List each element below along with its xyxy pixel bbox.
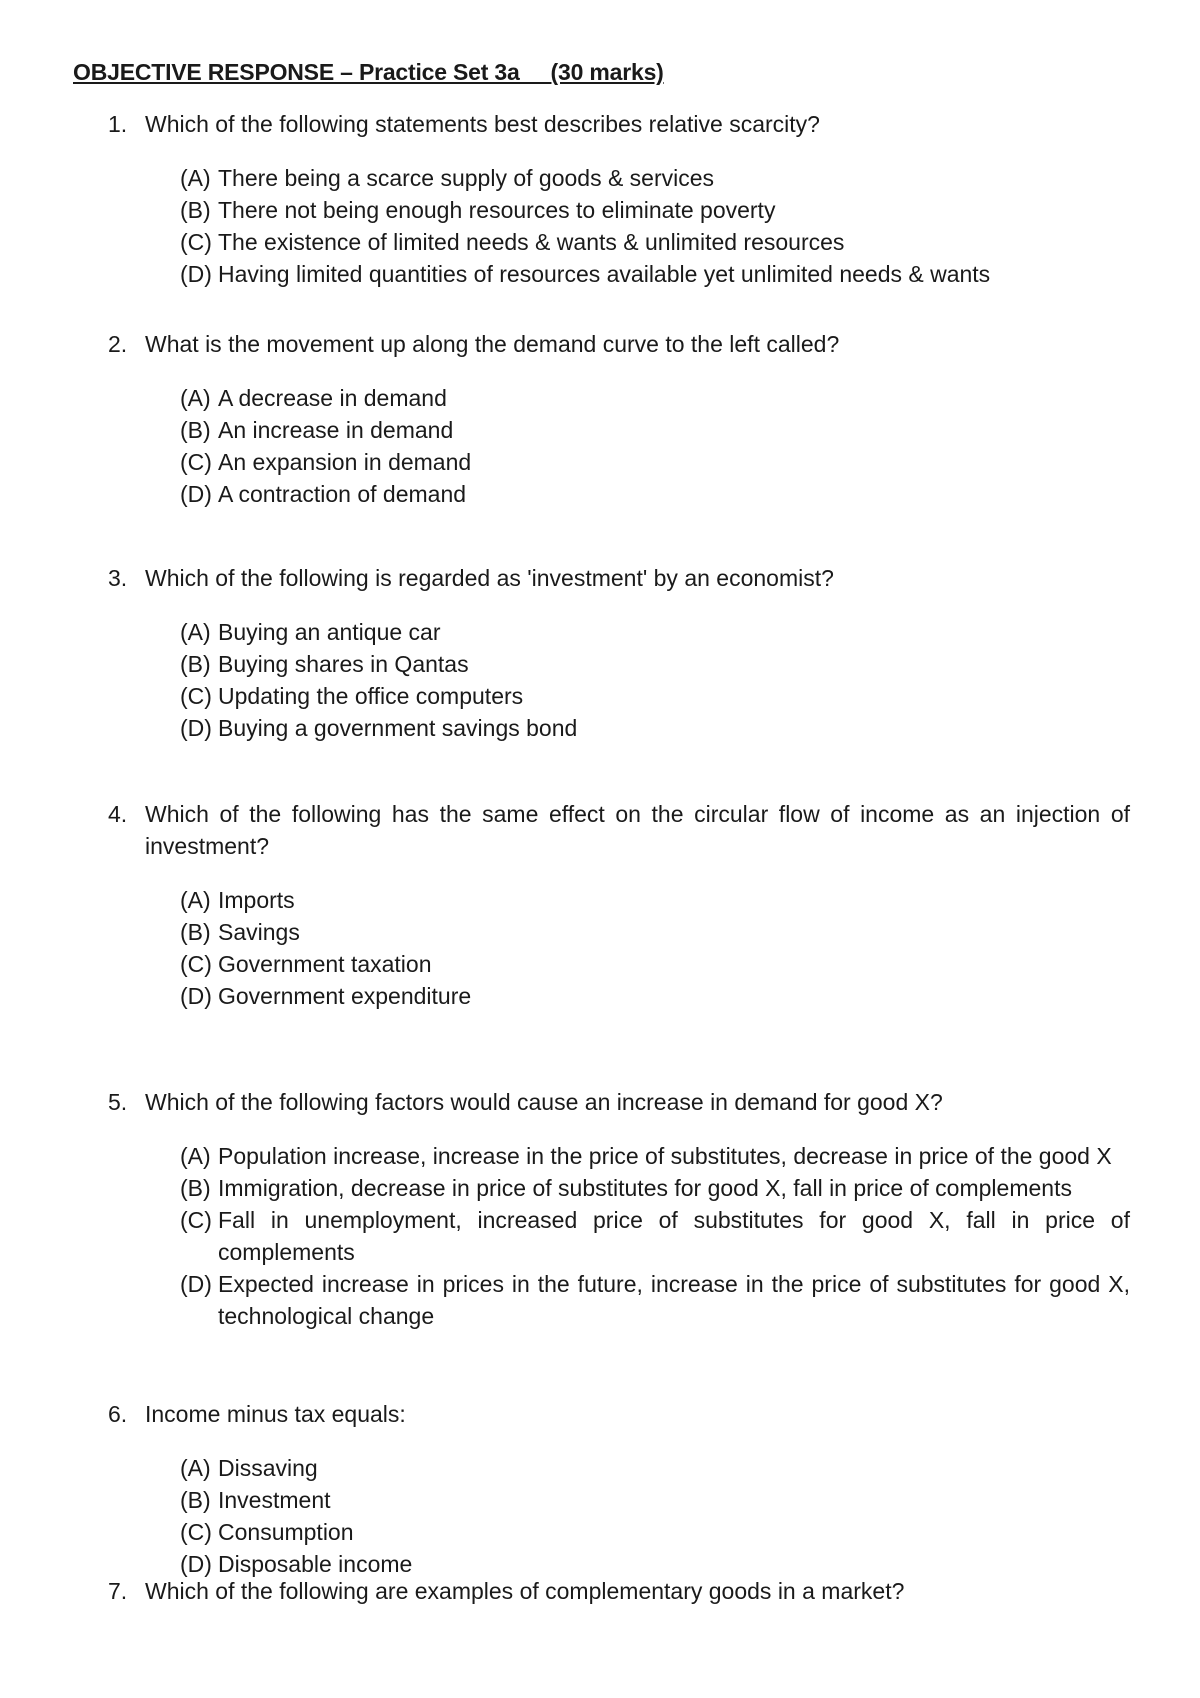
option-label: (D) — [180, 261, 212, 287]
answer-option — [0, 194, 1200, 226]
question-row — [0, 798, 1200, 862]
option-text: Buying shares in Qantas — [218, 651, 469, 677]
option-label: (D) — [180, 1551, 212, 1577]
question-7 — [0, 1575, 1200, 1607]
option-text: Having limited quantities of resources available yet unlimited needs & wants — [218, 261, 991, 287]
option-text: A decrease in demand — [218, 385, 447, 411]
question-text: Which of the following are examples of complementary goods in a market? — [145, 1578, 905, 1604]
question-number: 6. — [108, 1401, 128, 1427]
option-label: (C) — [180, 1207, 212, 1233]
option-text: Buying an antique car — [218, 619, 441, 645]
question-text: Which of the following has the same effect on the circular flow of income as an injection of investment? — [145, 801, 1130, 859]
question-2 — [0, 328, 1200, 510]
option-label: (A) — [180, 619, 211, 645]
question-number: 1. — [108, 111, 128, 137]
answer-option — [0, 980, 1200, 1012]
answer-option — [0, 226, 1200, 258]
answer-option — [0, 1516, 1200, 1548]
option-text: Expected increase in prices in the future, increase in the price of substitutes for good X, technological change — [218, 1271, 1130, 1329]
question-number: 2. — [108, 331, 128, 357]
option-label: (A) — [180, 1455, 211, 1481]
answer-option — [0, 916, 1200, 948]
answer-options — [0, 382, 1200, 510]
option-label: (D) — [180, 715, 212, 741]
option-label: (C) — [180, 229, 212, 255]
option-label: (B) — [180, 919, 211, 945]
question-text: Which of the following is regarded as 'investment' by an economist? — [145, 565, 834, 591]
option-label: (A) — [180, 1143, 211, 1169]
option-label: (C) — [180, 951, 212, 977]
option-text: There not being enough resources to eliminate poverty — [218, 197, 776, 223]
answer-options — [0, 884, 1200, 1012]
question-row — [0, 1575, 1200, 1607]
option-label: (D) — [180, 983, 212, 1009]
option-label: (B) — [180, 417, 211, 443]
answer-option — [0, 382, 1200, 414]
answer-option — [0, 712, 1200, 744]
question-number: 7. — [108, 1578, 128, 1604]
answer-option — [0, 948, 1200, 980]
question-row — [0, 1086, 1200, 1118]
option-text: Buying a government savings bond — [218, 715, 578, 741]
answer-options — [0, 1140, 1200, 1332]
question-text: Which of the following statements best describes relative scarcity? — [145, 111, 820, 137]
option-label: (A) — [180, 887, 211, 913]
question-number: 4. — [108, 801, 128, 827]
answer-option — [0, 1204, 1200, 1268]
document-title: OBJECTIVE RESPONSE – Practice Set 3a (30 marks) — [73, 59, 664, 85]
option-text: An expansion in demand — [218, 449, 472, 475]
option-text: Consumption — [218, 1519, 354, 1545]
option-text: Imports — [218, 887, 295, 913]
option-label: (A) — [180, 165, 211, 191]
question-number: 3. — [108, 565, 128, 591]
option-text: Updating the office computers — [218, 683, 524, 709]
question-5 — [0, 1086, 1200, 1332]
option-label: (B) — [180, 197, 211, 223]
answer-option — [0, 1268, 1200, 1332]
question-number: 5. — [108, 1089, 128, 1115]
option-label: (D) — [180, 481, 212, 507]
answer-option — [0, 478, 1200, 510]
option-text: Savings — [218, 919, 300, 945]
answer-option — [0, 1484, 1200, 1516]
option-label: (B) — [180, 1487, 211, 1513]
answer-option — [0, 648, 1200, 680]
question-row — [0, 1398, 1200, 1430]
question-1 — [0, 108, 1200, 290]
option-text: Investment — [218, 1487, 331, 1513]
option-text: The existence of limited needs & wants & unlimited resources — [218, 229, 845, 255]
answer-options — [0, 1452, 1200, 1580]
option-text: Government expenditure — [218, 983, 472, 1009]
answer-option — [0, 616, 1200, 648]
option-text: Disposable income — [218, 1551, 413, 1577]
option-label: (B) — [180, 651, 211, 677]
question-3 — [0, 562, 1200, 744]
answer-option — [0, 258, 1200, 290]
option-text: There being a scarce supply of goods & services — [218, 165, 715, 191]
answer-option — [0, 446, 1200, 478]
option-label: (B) — [180, 1175, 211, 1201]
option-text: A contraction of demand — [218, 481, 467, 507]
answer-option — [0, 884, 1200, 916]
option-text: Dissaving — [218, 1455, 318, 1481]
option-text: Government taxation — [218, 951, 432, 977]
question-6 — [0, 1398, 1200, 1580]
option-text: Fall in unemployment, increased price of substitutes for good X, fall in price of complements — [218, 1207, 1130, 1265]
answer-option — [0, 1172, 1200, 1204]
option-label: (D) — [180, 1271, 212, 1297]
question-text: Income minus tax equals: — [145, 1401, 406, 1427]
answer-option — [0, 1452, 1200, 1484]
answer-option — [0, 1140, 1200, 1172]
option-label: (C) — [180, 449, 212, 475]
option-label: (C) — [180, 1519, 212, 1545]
option-text: Population increase, increase in the price of substitutes, decrease in price of the good X — [218, 1143, 1112, 1169]
answer-options — [0, 616, 1200, 744]
question-row — [0, 108, 1200, 140]
question-text: What is the movement up along the demand curve to the left called? — [145, 331, 840, 357]
option-text: An increase in demand — [218, 417, 454, 443]
question-row — [0, 328, 1200, 360]
answer-option — [0, 680, 1200, 712]
answer-option — [0, 162, 1200, 194]
option-label: (C) — [180, 683, 212, 709]
answer-option — [0, 414, 1200, 446]
option-text: Immigration, decrease in price of substitutes for good X, fall in price of complements — [218, 1175, 1072, 1201]
answer-options — [0, 162, 1200, 290]
question-text: Which of the following factors would cause an increase in demand for good X? — [145, 1089, 943, 1115]
option-label: (A) — [180, 385, 211, 411]
question-4 — [0, 798, 1200, 1012]
question-row — [0, 562, 1200, 594]
